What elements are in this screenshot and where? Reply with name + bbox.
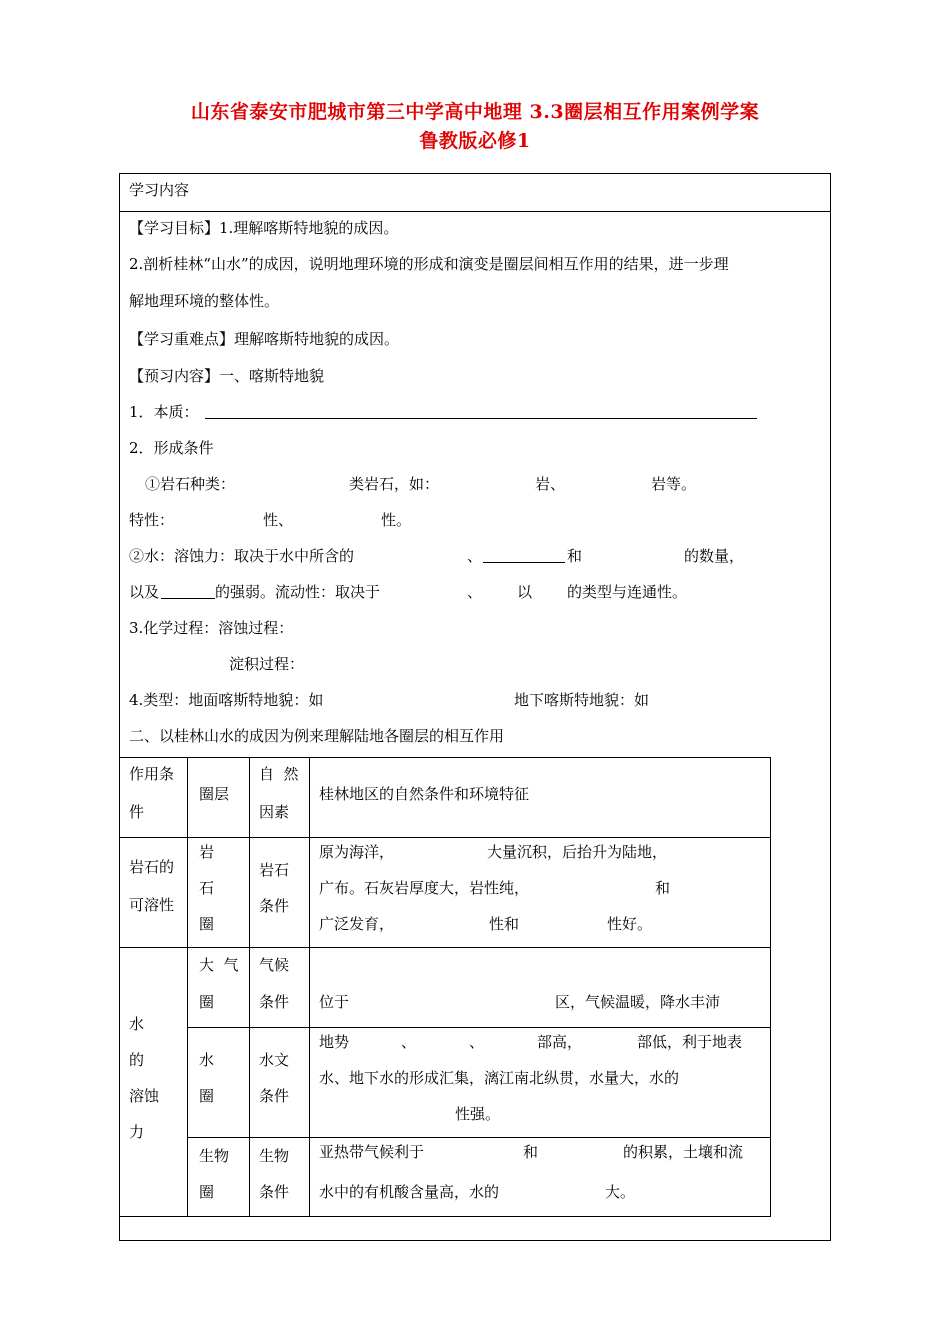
r2-factor-2: 条件	[259, 993, 290, 1011]
goal-line-2a: 2.剖析桂林“山水”的成因，说明地理环境的形成和演变是圈层间相互作用的结果，进一步理	[129, 255, 729, 273]
chem-deposition: 淀积过程：	[229, 655, 305, 673]
q-nature: 1．本质：	[129, 403, 199, 421]
r4-factor-2: 条件	[259, 1183, 290, 1201]
q-conditions: 2．形成条件	[129, 439, 214, 457]
r4-sphere-1: 生物	[199, 1147, 230, 1165]
r3-sphere-1: 水	[199, 1051, 215, 1069]
chem-dissolution: 3.化学过程：溶蚀过程：	[129, 619, 294, 637]
r4-text-2b: 大。	[605, 1183, 636, 1201]
water-a: ②水：溶蚀力：取决于水中所含的	[129, 547, 355, 565]
r4-text-1a: 亚热带气候利于	[319, 1143, 425, 1161]
water2-d: 以	[517, 583, 533, 601]
r2-text-a: 位于	[319, 993, 350, 1011]
col-divider-2	[249, 757, 250, 1216]
property-c: 性。	[381, 511, 412, 529]
th-sphere: 圈层	[199, 785, 230, 803]
document-title-line2: 鲁教版必修1	[419, 130, 531, 152]
r4-text-2a: 水中的有机酸含量高，水的	[319, 1183, 500, 1201]
th-features: 桂林地区的自然条件和环境特征	[319, 785, 530, 803]
row-divider-4	[187, 1137, 771, 1138]
r2-condition-3: 溶蚀	[129, 1087, 160, 1105]
r3-factor-2: 条件	[259, 1087, 290, 1105]
r1-sphere-3: 圈	[199, 915, 215, 933]
blank-nature	[205, 418, 757, 419]
r1-text-1a: 原为海洋，	[319, 843, 395, 861]
r1-factor-2: 条件	[259, 897, 290, 915]
r4-text-1c: 的积累，土壤和流	[623, 1143, 744, 1161]
preview-heading: 【预习内容】一、喀斯特地貌	[129, 367, 325, 385]
water-d: 的数量，	[684, 547, 745, 565]
r1-text-3a: 广泛发育，	[319, 915, 395, 933]
r4-sphere-2: 圈	[199, 1183, 215, 1201]
water-c: 和	[567, 547, 583, 565]
r2-condition-1: 水	[129, 1015, 145, 1033]
r1-condition-2: 可溶性	[129, 896, 175, 914]
water2-c: 、	[467, 583, 483, 601]
col-divider-3	[309, 757, 310, 1216]
r3-text-1b: 、	[401, 1033, 417, 1051]
header-divider	[119, 211, 831, 212]
water2-b: 的强弱。流动性：取决于	[215, 583, 381, 601]
th-factor: 自 然	[259, 765, 299, 783]
goal-line-1: 【学习目标】1.理解喀斯特地貌的成因。	[129, 219, 399, 237]
r3-text-1a: 地势	[319, 1033, 350, 1051]
r3-text-2: 水、地下水的形成汇集，漓江南北纵贯，水量大，水的	[319, 1069, 680, 1087]
r2-condition-4: 力	[129, 1123, 145, 1141]
property-a: 特性：	[129, 511, 175, 529]
property-b: 性、	[263, 511, 294, 529]
r1-factor-1: 岩石	[259, 861, 290, 879]
rock-type-c: 岩、	[535, 475, 566, 493]
r3-text-3: 性强。	[455, 1105, 501, 1123]
rock-type-a: ①岩石种类：	[145, 475, 236, 493]
key-points: 【学习重难点】理解喀斯特地貌的成因。	[129, 330, 400, 348]
th-condition: 作用条	[129, 765, 175, 783]
row-divider-1	[119, 837, 771, 838]
inner-table-bottom	[119, 1216, 771, 1217]
blank-water	[483, 562, 565, 563]
r1-text-1b: 大量沉积，后抬升为陆地，	[487, 843, 668, 861]
rock-type-d: 岩等。	[651, 475, 697, 493]
r1-condition-1: 岩石的	[129, 858, 175, 876]
part-two-heading: 二、以桂林山水的成因为例来理解陆地各圈层的相互作用	[129, 727, 505, 745]
r2-text-b: 区，气候温暖，降水丰沛	[555, 993, 721, 1011]
r4-text-1b: 和	[523, 1143, 539, 1161]
water2-a: 以及	[129, 583, 160, 601]
row-divider-2	[119, 947, 771, 948]
r2-condition-2: 的	[129, 1051, 145, 1069]
r1-text-2a: 广布。石灰岩厚度大，岩性纯，	[319, 879, 530, 897]
th-condition-2: 件	[129, 803, 145, 821]
r3-text-1c: 、	[469, 1033, 485, 1051]
inner-table-top	[119, 757, 771, 758]
blank-water2	[161, 598, 215, 599]
r1-text-2b: 和	[655, 879, 671, 897]
r1-sphere-1: 岩	[199, 843, 215, 861]
document-title-line1: 山东省泰安市肥城市第三中学高中地理 3.3圈层相互作用案例学案	[190, 101, 760, 123]
row-divider-3	[187, 1027, 771, 1028]
goal-line-2b: 解地理环境的整体性。	[129, 292, 280, 310]
r2-factor-1: 气候	[259, 956, 290, 974]
water-b: 、	[467, 547, 483, 565]
r3-factor-1: 水文	[259, 1051, 290, 1069]
r4-factor-1: 生物	[259, 1147, 290, 1165]
r3-text-1e: 部低，利于地表	[637, 1033, 743, 1051]
col-divider-1	[187, 757, 188, 1216]
r2-sphere-2: 圈	[199, 993, 215, 1011]
r1-sphere-2: 石	[199, 879, 215, 897]
header-cell: 学习内容	[129, 181, 190, 199]
r3-sphere-2: 圈	[199, 1087, 215, 1105]
r2-sphere-1: 大 气	[199, 956, 239, 974]
water2-e: 的类型与连通性。	[567, 583, 688, 601]
r1-text-3c: 性好。	[607, 915, 653, 933]
th-factor-2: 因素	[259, 803, 290, 821]
type-underground: 地下喀斯特地貌：如	[514, 691, 650, 709]
rock-type-b: 类岩石，如：	[349, 475, 440, 493]
type-surface: 4.类型：地面喀斯特地貌：如	[129, 691, 324, 709]
r1-text-3b: 性和	[489, 915, 520, 933]
r3-text-1d: 部高，	[537, 1033, 583, 1051]
col-divider-right	[770, 757, 771, 1216]
